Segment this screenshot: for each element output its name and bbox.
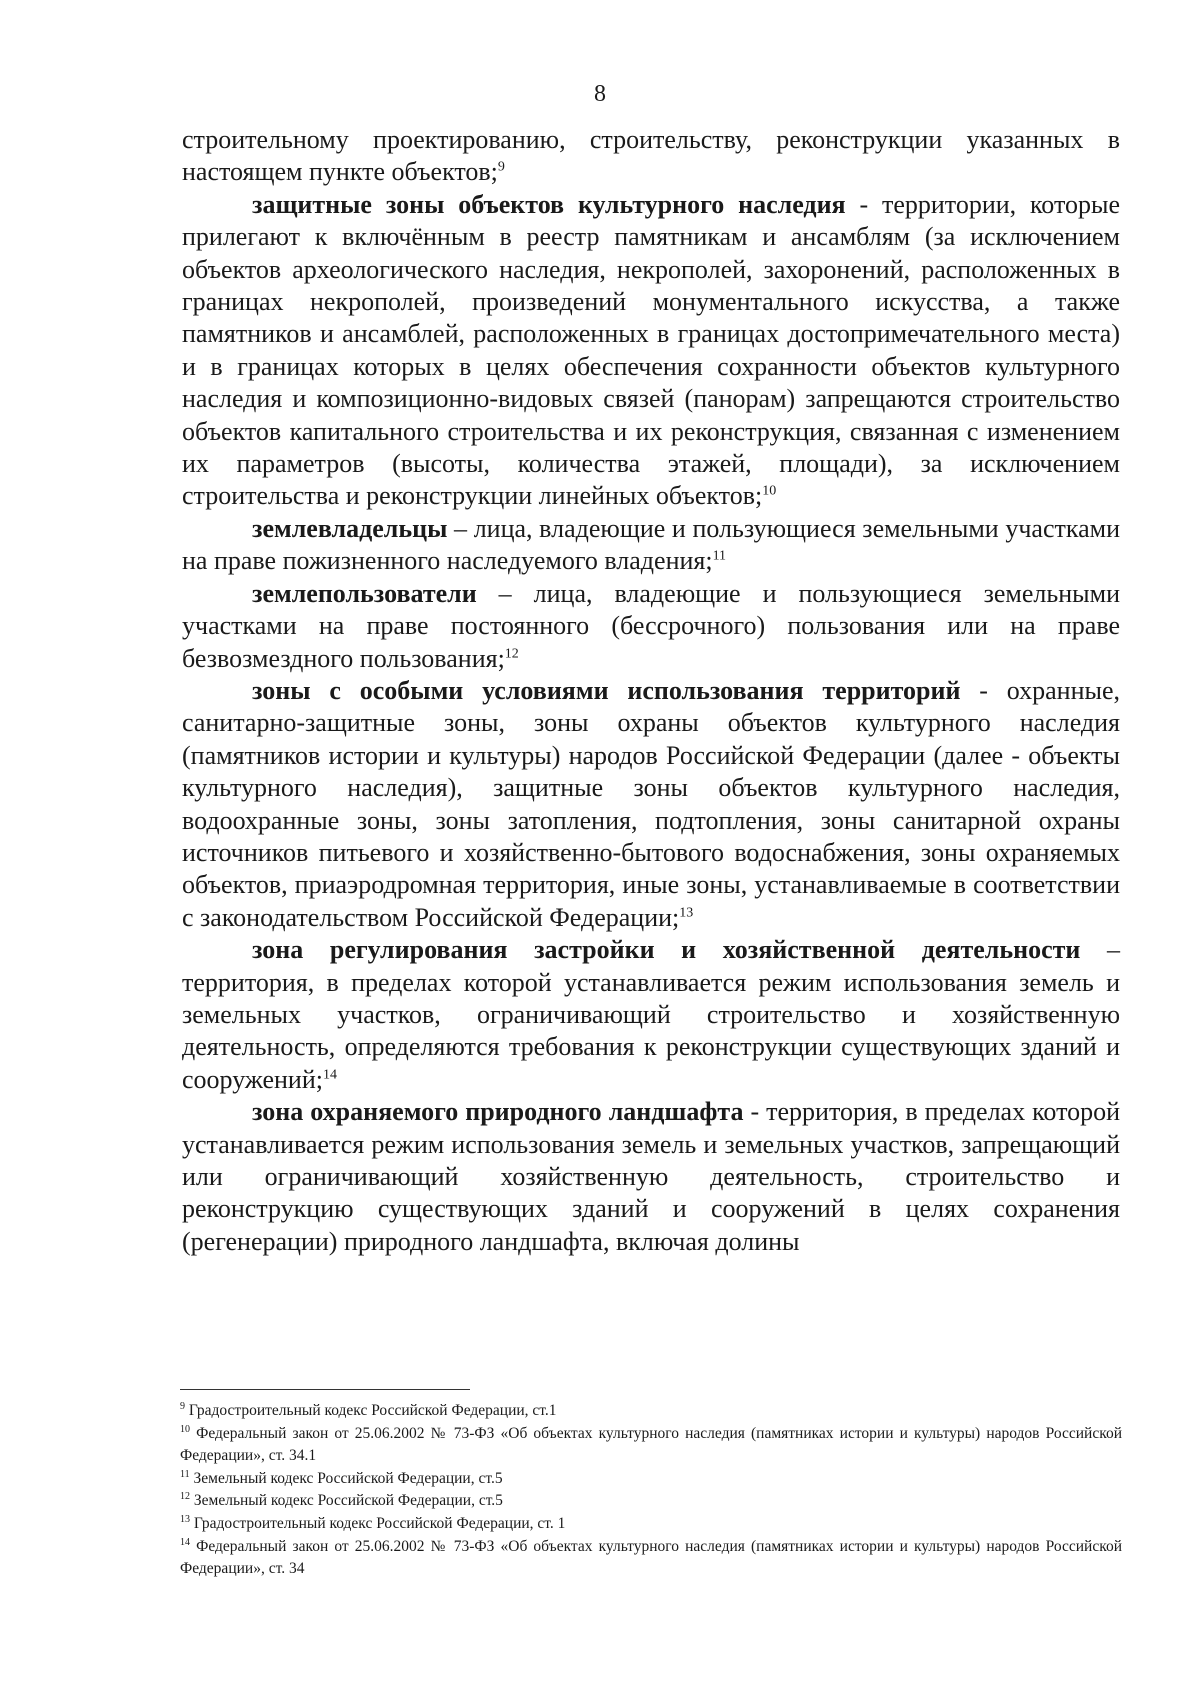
definition-paragraph (182, 578, 1120, 675)
definition-paragraph (182, 1096, 1120, 1258)
defined-term: зоны с особыми условиями использования территорий (252, 675, 961, 705)
footnote (180, 1423, 1122, 1468)
footnote-number: 14 (180, 1536, 190, 1548)
footnote-ref: 10 (762, 483, 777, 499)
defined-term: защитные зоны объектов культурного наследия (252, 189, 846, 219)
defined-term: землепользователи (252, 578, 477, 608)
definition-text: - территории, которые прилегают к включённым в реестр памятникам и ансамблям (за исключением объектов археологического наследия, некрополей, захоронений, расположенных в границах некрополей, произведений монументального искусства, а также памятников и ансамблей, расположенных в границах достопримечательного места) и в границах которых в целях обеспечения сохранности объектов культурного наследия и композиционно-видовых связей (панорам) запрещаются строительство объектов капитального строительства и их реконструкция, связанная с изменением их параметров (высоты, количества этажей, площади), за исключением строительства и реконструкции линейных объектов; (182, 189, 1120, 511)
footnote-number: 9 (180, 1400, 185, 1412)
paragraph (182, 124, 1120, 189)
footnote (180, 1490, 1122, 1513)
definition-paragraph (182, 675, 1120, 934)
footnote-text: Земельный кодекс Российской Федерации, ст.5 (190, 1492, 503, 1510)
footnote (180, 1400, 1122, 1423)
footnote-number: 11 (180, 1468, 190, 1480)
footnote-number: 12 (180, 1491, 190, 1503)
definition-text: – территория, в пределах которой устанавливается режим использования земель и земельных участков, ограничивающий строительство и хозяйственную деятельность, определяются требования к реконструкции существующих зданий и сооружений; (182, 935, 1120, 1094)
definition-paragraph (182, 934, 1120, 1096)
definition-text: - охранные, санитарно-защитные зоны, зоны охраны объектов культурного наследия (памятников истории и культуры) народов Российской Федерации (далее - объекты культурного наследия), защитные зоны объектов культурного наследия, водоохранные зоны, зоны затопления, подтопления, зоны санитарной охраны источников питьевого и хозяйственно-бытового водоснабжения, зоны охраняемых объектов, приаэродромная территория, иные зоны, устанавливаемые в соответствии с законодательством Российской Федерации; (182, 675, 1120, 932)
footnote-number: 10 (180, 1423, 190, 1435)
footnote-text: Градостроительный кодекс Российской Федерации, ст. 1 (190, 1514, 566, 1532)
definition-paragraph (182, 189, 1120, 513)
footnote-text: Федеральный закон от 25.06.2002 № 73-ФЗ «Об объектах культурного наследия (памятниках истории и культуры) народов Российской Федерации», ст. 34.1 (180, 1424, 1122, 1465)
defined-term: зона регулирования застройки и хозяйственной деятельности (252, 935, 1081, 965)
footnote-number: 13 (180, 1513, 190, 1525)
defined-term: зона охраняемого природного ландшафта (252, 1097, 744, 1127)
footnote-ref: 12 (504, 645, 519, 661)
footnotes (180, 1400, 1122, 1581)
defined-term: землевладельцы (252, 513, 448, 543)
footnote-ref: 13 (679, 905, 694, 921)
paragraph-text: строительному проектированию, строительству, реконструкции указанных в настоящем пункте объектов; (182, 125, 1120, 187)
footnote (180, 1536, 1122, 1581)
definition-text: – лица, владеющие и пользующиеся земельными участками на праве постоянного (бессрочного) пользования или на праве безвозмездного пользования; (182, 578, 1120, 673)
document-body (182, 124, 1120, 1258)
footnote-text: Градостроительный кодекс Российской Федерации, ст.1 (185, 1402, 557, 1419)
footnote-ref: 11 (712, 548, 727, 564)
footnote (180, 1513, 1122, 1536)
definition-text: – лица, владеющие и пользующиеся земельными участками на праве пожизненного наследуемого владения; (182, 513, 1120, 576)
page-number: 8 (594, 81, 606, 107)
definition-paragraph (182, 513, 1120, 578)
footnote-ref: 14 (322, 1067, 337, 1083)
footnote-text: Федеральный закон от 25.06.2002 № 73-ФЗ «Об объектах культурного наследия (памятниках истории и культуры) народов Российской Федерации», ст. 34 (180, 1537, 1122, 1578)
footnote-separator (180, 1389, 470, 1390)
footnote-text: Земельный кодекс Российской Федерации, ст.5 (189, 1469, 503, 1487)
footnote-ref: 9 (497, 159, 505, 175)
footnote (180, 1468, 1122, 1491)
definition-text: - территория, в пределах которой устанавливается режим использования земель и земельных участков, запрещающий или ограничивающий хозяйственную деятельность, строительство и реконструкцию существующих зданий и сооружений в целях сохранения (регенерации) природного ландшафта, включая долины (182, 1097, 1121, 1256)
